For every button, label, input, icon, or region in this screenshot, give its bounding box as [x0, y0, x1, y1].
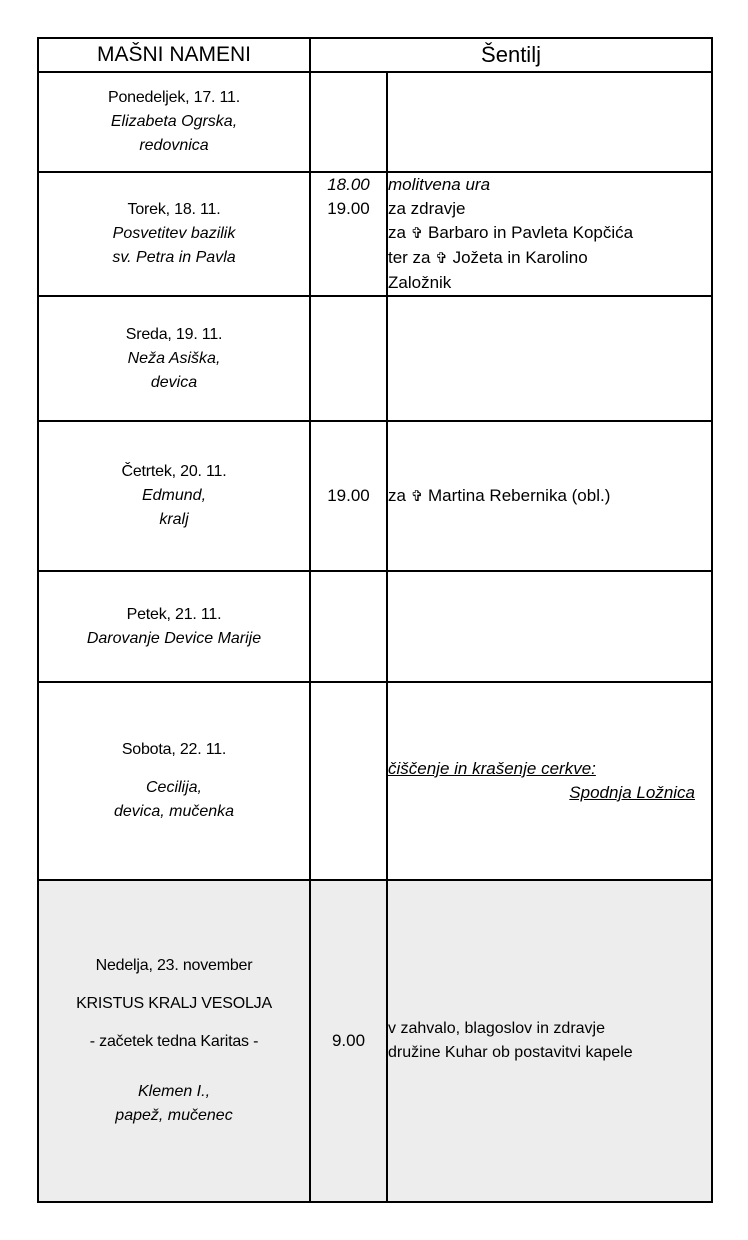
intention-text: Barbaro in Pavleta Kopčića [428, 223, 634, 242]
day-name: Sobota, 22. 11. [121, 741, 227, 758]
day-row-saturday [38, 682, 712, 880]
time-cell [310, 880, 387, 1202]
saint-line: papež, mučenec [115, 1107, 233, 1124]
spacer [39, 978, 309, 992]
mass-time: 18.00 [327, 175, 370, 194]
intention-line [388, 221, 711, 246]
saint-line: devica [150, 373, 198, 391]
intention-line: Založnik [388, 273, 452, 292]
spacer [39, 762, 309, 776]
mass-time: 9.00 [331, 1031, 366, 1050]
day-name: Sreda, 19. 11. [125, 325, 223, 343]
day-row-sunday [38, 880, 712, 1202]
mass-time: 19.00 [327, 486, 370, 505]
intention-cell [387, 421, 712, 571]
day-cell [38, 880, 310, 1202]
intention-cell [387, 172, 712, 296]
intention-cell [387, 296, 712, 421]
time-cell [310, 421, 387, 571]
intention-line [388, 246, 711, 271]
intention-text: Martina Rebernika (obl.) [428, 485, 611, 505]
saint-line: Elizabeta Ogrska, [110, 113, 238, 130]
spacer [39, 1054, 309, 1080]
feast-subtitle: - začetek tedna Karitas - [89, 1033, 259, 1050]
saint-line: Klemen I., [137, 1083, 211, 1100]
header-title [38, 38, 310, 72]
cross-icon: ✞ [410, 225, 424, 242]
spacer [39, 1016, 309, 1030]
parish-name-text: Šentilj [481, 42, 541, 67]
intention-line: družine Kuhar ob postavitvi kapele [388, 1044, 633, 1061]
day-cell [38, 72, 310, 172]
header-row [38, 38, 712, 72]
intention-text: za [388, 485, 406, 505]
intention-cell [387, 72, 712, 172]
intention-text: za [388, 223, 406, 242]
day-cell [38, 172, 310, 296]
day-row-friday [38, 571, 712, 682]
mass-time: 19.00 [327, 199, 370, 218]
intention-text: Jožeta in Karolino [452, 248, 588, 267]
saint-line: kralj [159, 511, 189, 528]
feast-title: KRISTUS KRALJ VESOLJA [76, 995, 272, 1012]
saint-line: Neža Asiška, [127, 349, 221, 367]
saint-line: Posvetitev bazilik [112, 225, 236, 242]
saint-line: Darovanje Device Marije [86, 629, 262, 647]
day-name: Nedelja, 23. november [95, 957, 253, 974]
parish-name [310, 38, 712, 72]
day-row-tuesday [38, 172, 712, 296]
saint-line: Edmund, [141, 487, 207, 504]
day-name: Ponedeljek, 17. 11. [107, 89, 240, 106]
day-name: Torek, 18. 11. [127, 201, 221, 218]
time-cell [310, 172, 387, 296]
intention-line: molitvena ura [388, 175, 491, 194]
day-name: Petek, 21. 11. [126, 605, 222, 623]
day-cell [38, 682, 310, 880]
intention-cell [387, 571, 712, 682]
intention-line: v zahvalo, blagoslov in zdravje [388, 1020, 606, 1037]
mass-schedule-table [37, 37, 713, 1203]
day-name: Četrtek, 20. 11. [121, 463, 227, 480]
time-cell [310, 682, 387, 880]
day-cell [38, 571, 310, 682]
header-title-text: MAŠNI NAMENI [96, 43, 251, 66]
day-row-thursday [38, 421, 712, 571]
intention-cell [387, 880, 712, 1202]
cleaning-note: čiščenje in krašenje cerkve: [388, 759, 596, 778]
saint-line: Cecilija, [145, 779, 202, 796]
cross-icon: ✞ [435, 250, 448, 267]
day-row-wednesday [38, 296, 712, 421]
cross-icon: ✞ [410, 487, 424, 505]
intention-cell [387, 682, 712, 880]
saint-line: sv. Petra in Pavla [112, 249, 236, 266]
day-cell [38, 296, 310, 421]
saint-line: devica, mučenka [113, 803, 235, 820]
day-row-monday [38, 72, 712, 172]
intention-text: ter za [388, 248, 431, 267]
time-cell [310, 296, 387, 421]
saint-line: redovnica [139, 137, 209, 154]
day-cell [38, 421, 310, 571]
time-cell [310, 571, 387, 682]
intention-line: za zdravje [388, 199, 466, 218]
time-cell [310, 72, 387, 172]
cleaning-village: Spodnja Ložnica [569, 783, 696, 802]
